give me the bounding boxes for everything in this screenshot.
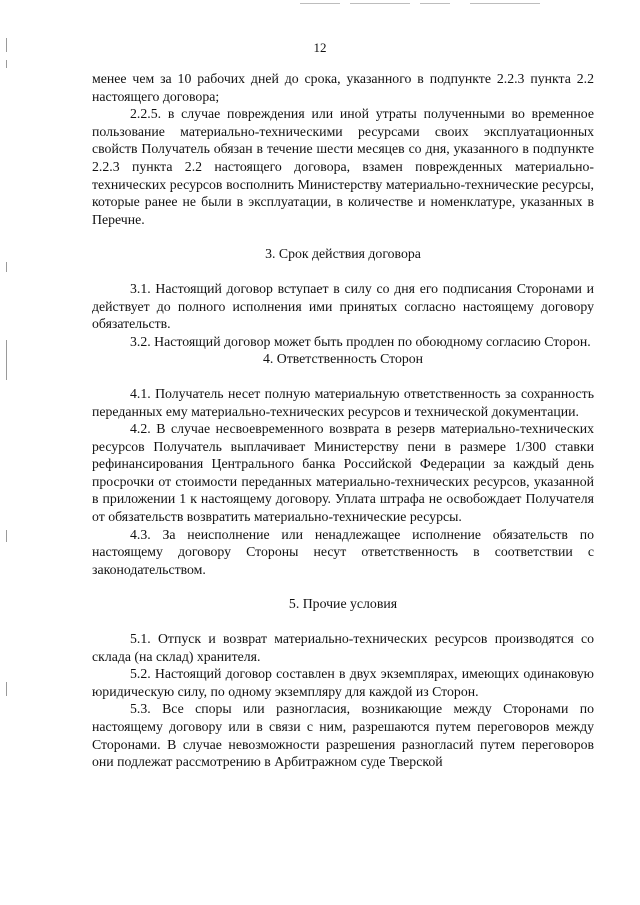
scan-artifact-line [350,3,410,4]
scan-margin-mark [6,60,7,68]
paragraph-2-2-5: 2.2.5. в случае повреждения или иной утраты полученными во временное пользование материально-техническими ресурсами своих эксплуатационных свойств Получатель обязан в течение шести месяцев со дня, указанного в подпункте 2.2.3 пункта 2.2 настоящего договора, взамен поврежденных материально-технических ресурсов восполнить Министерству материально-технические ресурсы, которые ранее не были в эксплуатации, в количестве и номенклатуре, указанных в Перечне. [92,106,594,227]
paragraph-5-3: 5.3. Все споры или разногласия, возникающие между Сторонами по настоящему договору или в связи с ним, разрешаются путем переговоров между Сторонами. В случае невозможности разрешения разногласий путем переговоров они подлежат рассмотрению в Арбитражном суде Тверской [92,701,594,770]
paragraph-4-3: 4.3. За неисполнение или ненадлежащее исполнение обязательств по настоящему договору Стороны несут ответственность в соответствии с законодательством. [92,526,594,577]
scan-margin-mark [6,530,7,542]
scan-artifact-line [300,3,340,4]
paragraph-3-2: 3.2. Настоящий договор может быть продлен по обоюдному согласию Сторон. [130,333,591,349]
section-heading-5: 5. Прочие условия [288,596,398,612]
paragraph-4-1: 4.1. Получатель несет полную материальную ответственность за сохранность переданных ему материально-технических ресурсов и технической документации. [92,385,594,419]
page-number: 12 [313,40,327,55]
section-heading-3: 3. Срок действия договора [265,246,421,262]
scan-margin-mark [6,682,7,696]
section-heading-4: 4. Ответственность Сторон [262,351,424,367]
paragraph-4-2: 4.2. В случае несвоевременного возврата в резерв материально-технических ресурсов Получатель выплачивает Министерству пени в размере 1/300 ставки рефинансирования Центрального банка Российской Федерации за каждый день просрочки от стоимости переданных материально-технических ресурсов, указанной в приложении 1 к настоящему договору. Уплата штрафа не освобождает Получателя от обязательств возвратить материально-технические ресурсы. [92,421,594,525]
document-body [92,70,594,771]
scan-margin-mark [6,262,7,272]
paragraph-5-2: 5.2. Настоящий договор составлен в двух экземплярах, имеющих одинаковую юридическую силу, по одному экземпляру для каждой из Сторон. [92,666,594,699]
paragraph-continuation: менее чем за 10 рабочих дней до срока, указанного в подпункте 2.2.3 пункта 2.2 настоящего договора; [92,71,594,104]
scan-artifact-line [470,3,540,4]
paragraph-5-1: 5.1. Отпуск и возврат материально-технических ресурсов производятся со склада (на склад) хранителя. [92,631,594,664]
scan-artifact-line [420,3,450,4]
scan-margin-mark [6,340,7,380]
paragraph-3-1: 3.1. Настоящий договор вступает в силу со дня его подписания Сторонами и действует до полного исполнения ими принятых согласно настоящему договору обязательств. [92,280,594,332]
